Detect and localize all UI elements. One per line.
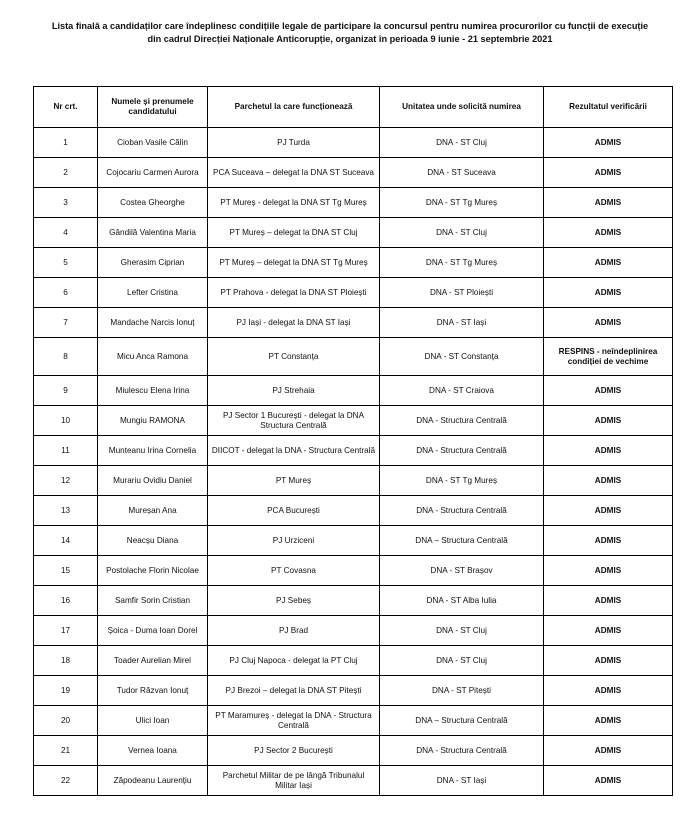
cell-parchet: PJ Turda: [208, 128, 380, 158]
cell-parchet: PJ Sebeș: [208, 586, 380, 616]
cell-unit: DNA - ST Tg Mureș: [380, 466, 544, 496]
table-row: [34, 466, 673, 496]
cell-nr: 4: [34, 218, 98, 248]
cell-nr: 18: [34, 646, 98, 676]
cell-unit: DNA - Structura Centrală: [380, 736, 544, 766]
cell-result: ADMIS: [544, 736, 673, 766]
cell-nr: 12: [34, 466, 98, 496]
cell-name: Zăpodeanu Laurențiu: [98, 766, 208, 796]
cell-result: ADMIS: [544, 676, 673, 706]
cell-result: ADMIS: [544, 278, 673, 308]
cell-result: ADMIS: [544, 188, 673, 218]
table-row: [34, 616, 673, 646]
cell-name: Vernea Ioana: [98, 736, 208, 766]
cell-result: ADMIS: [544, 158, 673, 188]
cell-parchet: PT Mureș – delegat la DNA ST Tg Mureș: [208, 248, 380, 278]
cell-parchet: Parchetul Militar de pe lângă Tribunalul Militar Iași: [208, 766, 380, 796]
table-row: [34, 218, 673, 248]
table-row: [34, 188, 673, 218]
table-header-row: [34, 87, 673, 128]
cell-result: RESPINS - neîndeplinirea condiției de vechime: [544, 338, 673, 376]
cell-result: ADMIS: [544, 496, 673, 526]
cell-unit: DNA - ST Craiova: [380, 376, 544, 406]
cell-name: Cojocariu Carmen Aurora: [98, 158, 208, 188]
cell-nr: 15: [34, 556, 98, 586]
table-row: [34, 736, 673, 766]
cell-name: Neacșu Diana: [98, 526, 208, 556]
table-row: [34, 556, 673, 586]
title-line-1: Lista finală a candidaților care îndeplinesc condițiile legale de participare la concursul pentru numirea procurorilor cu funcții de execuție: [51, 21, 649, 31]
cell-name: Murariu Ovidiu Daniel: [98, 466, 208, 496]
cell-unit: DNA - ST Brașov: [380, 556, 544, 586]
cell-parchet: PT Mureș - delegat la DNA ST Tg Mureș: [208, 188, 380, 218]
cell-nr: 8: [34, 338, 98, 376]
cell-name: Cioban Vasile Călin: [98, 128, 208, 158]
cell-name: Șoica - Duma Ioan Dorel: [98, 616, 208, 646]
cell-nr: 22: [34, 766, 98, 796]
cell-unit: DNA - ST Tg Mureș: [380, 248, 544, 278]
header-parchet: Parchetul la care funcționează: [208, 87, 380, 128]
header-name: Numele și prenumele candidatului: [98, 87, 208, 128]
cell-result: ADMIS: [544, 248, 673, 278]
cell-result: ADMIS: [544, 766, 673, 796]
cell-parchet: PT Mureș – delegat la DNA ST Cluj: [208, 218, 380, 248]
table-row: [34, 496, 673, 526]
table-row: [34, 646, 673, 676]
table-row: [34, 158, 673, 188]
cell-result: ADMIS: [544, 646, 673, 676]
cell-parchet: PT Maramureș - delegat la DNA - Structura Centrală: [208, 706, 380, 736]
cell-nr: 2: [34, 158, 98, 188]
cell-unit: DNA - ST Cluj: [380, 616, 544, 646]
cell-parchet: PJ Cluj Napoca - delegat la PT Cluj: [208, 646, 380, 676]
cell-name: Gândilă Valentina Maria: [98, 218, 208, 248]
title-line-2: din cadrul Direcției Naționale Anticorupție, organizat în perioada 9 iunie - 21 septembrie 2021: [147, 34, 553, 44]
table-row: [34, 676, 673, 706]
table-row: [34, 376, 673, 406]
cell-result: ADMIS: [544, 218, 673, 248]
cell-unit: DNA - ST Cluj: [380, 218, 544, 248]
cell-parchet: DIICOT - delegat la DNA - Structura Centrală: [208, 436, 380, 466]
document-title: [40, 20, 660, 46]
cell-name: Tudor Răzvan Ionuț: [98, 676, 208, 706]
cell-result: ADMIS: [544, 406, 673, 436]
header-nr: Nr crt.: [34, 87, 98, 128]
cell-unit: DNA - ST Suceava: [380, 158, 544, 188]
cell-unit: DNA – Structura Centrală: [380, 526, 544, 556]
cell-name: Mandache Narcis Ionuț: [98, 308, 208, 338]
cell-result: ADMIS: [544, 556, 673, 586]
cell-name: Mureșan Ana: [98, 496, 208, 526]
cell-nr: 20: [34, 706, 98, 736]
cell-nr: 9: [34, 376, 98, 406]
cell-nr: 21: [34, 736, 98, 766]
cell-unit: DNA - ST Cluj: [380, 128, 544, 158]
cell-name: Lefter Cristina: [98, 278, 208, 308]
table-row: [34, 706, 673, 736]
cell-nr: 7: [34, 308, 98, 338]
cell-nr: 13: [34, 496, 98, 526]
cell-parchet: PT Constanța: [208, 338, 380, 376]
table-body: [34, 128, 673, 796]
cell-unit: DNA - Structura Centrală: [380, 436, 544, 466]
cell-nr: 17: [34, 616, 98, 646]
cell-parchet: PT Covasna: [208, 556, 380, 586]
table-row: [34, 406, 673, 436]
table-row: [34, 526, 673, 556]
cell-parchet: PT Prahova - delegat la DNA ST Ploiești: [208, 278, 380, 308]
table-row: [34, 278, 673, 308]
table-row: [34, 308, 673, 338]
cell-parchet: PT Mureș: [208, 466, 380, 496]
cell-parchet: PJ Sector 2 București: [208, 736, 380, 766]
candidates-table: [33, 86, 673, 796]
cell-parchet: PJ Iași - delegat la DNA ST Iași: [208, 308, 380, 338]
cell-name: Gherasim Ciprian: [98, 248, 208, 278]
cell-result: ADMIS: [544, 436, 673, 466]
cell-result: ADMIS: [544, 706, 673, 736]
table-row: [34, 248, 673, 278]
table-row: [34, 766, 673, 796]
cell-unit: DNA - ST Cluj: [380, 646, 544, 676]
cell-unit: DNA - Structura Centrală: [380, 406, 544, 436]
cell-unit: DNA - Structura Centrală: [380, 496, 544, 526]
cell-name: Postolache Florin Nicolae: [98, 556, 208, 586]
cell-nr: 5: [34, 248, 98, 278]
cell-nr: 10: [34, 406, 98, 436]
cell-unit: DNA - ST Alba Iulia: [380, 586, 544, 616]
cell-name: Munteanu Irina Cornelia: [98, 436, 208, 466]
cell-result: ADMIS: [544, 526, 673, 556]
cell-nr: 3: [34, 188, 98, 218]
cell-parchet: PJ Strehaia: [208, 376, 380, 406]
cell-parchet: PJ Urziceni: [208, 526, 380, 556]
cell-unit: DNA - ST Tg Mureș: [380, 188, 544, 218]
cell-parchet: PCA Suceava – delegat la DNA ST Suceava: [208, 158, 380, 188]
cell-nr: 11: [34, 436, 98, 466]
cell-name: Miulescu Elena Irina: [98, 376, 208, 406]
cell-nr: 1: [34, 128, 98, 158]
cell-unit: DNA - ST Pitești: [380, 676, 544, 706]
cell-unit: DNA - ST Iași: [380, 766, 544, 796]
cell-result: ADMIS: [544, 466, 673, 496]
cell-nr: 19: [34, 676, 98, 706]
cell-result: ADMIS: [544, 308, 673, 338]
cell-unit: DNA - ST Iași: [380, 308, 544, 338]
cell-nr: 14: [34, 526, 98, 556]
cell-unit: DNA - ST Ploiești: [380, 278, 544, 308]
cell-nr: 16: [34, 586, 98, 616]
cell-name: Micu Anca Ramona: [98, 338, 208, 376]
cell-name: Mungiu RAMONA: [98, 406, 208, 436]
cell-unit: DNA – Structura Centrală: [380, 706, 544, 736]
cell-name: Costea Gheorghe: [98, 188, 208, 218]
header-unit: Unitatea unde solicită numirea: [380, 87, 544, 128]
table-row: [34, 128, 673, 158]
cell-result: ADMIS: [544, 376, 673, 406]
cell-result: ADMIS: [544, 586, 673, 616]
cell-parchet: PCA București: [208, 496, 380, 526]
table-row: [34, 338, 673, 376]
cell-parchet: PJ Brezoi – delegat la DNA ST Pitești: [208, 676, 380, 706]
cell-unit: DNA - ST Constanța: [380, 338, 544, 376]
cell-name: Samfir Sorin Cristian: [98, 586, 208, 616]
cell-nr: 6: [34, 278, 98, 308]
cell-result: ADMIS: [544, 616, 673, 646]
table-row: [34, 436, 673, 466]
cell-parchet: PJ Sector 1 București - delegat la DNA Structura Centrală: [208, 406, 380, 436]
cell-name: Ulici Ioan: [98, 706, 208, 736]
table-row: [34, 586, 673, 616]
header-result: Rezultatul verificării: [544, 87, 673, 128]
cell-parchet: PJ Brad: [208, 616, 380, 646]
cell-result: ADMIS: [544, 128, 673, 158]
cell-name: Toader Aurelian Mirel: [98, 646, 208, 676]
